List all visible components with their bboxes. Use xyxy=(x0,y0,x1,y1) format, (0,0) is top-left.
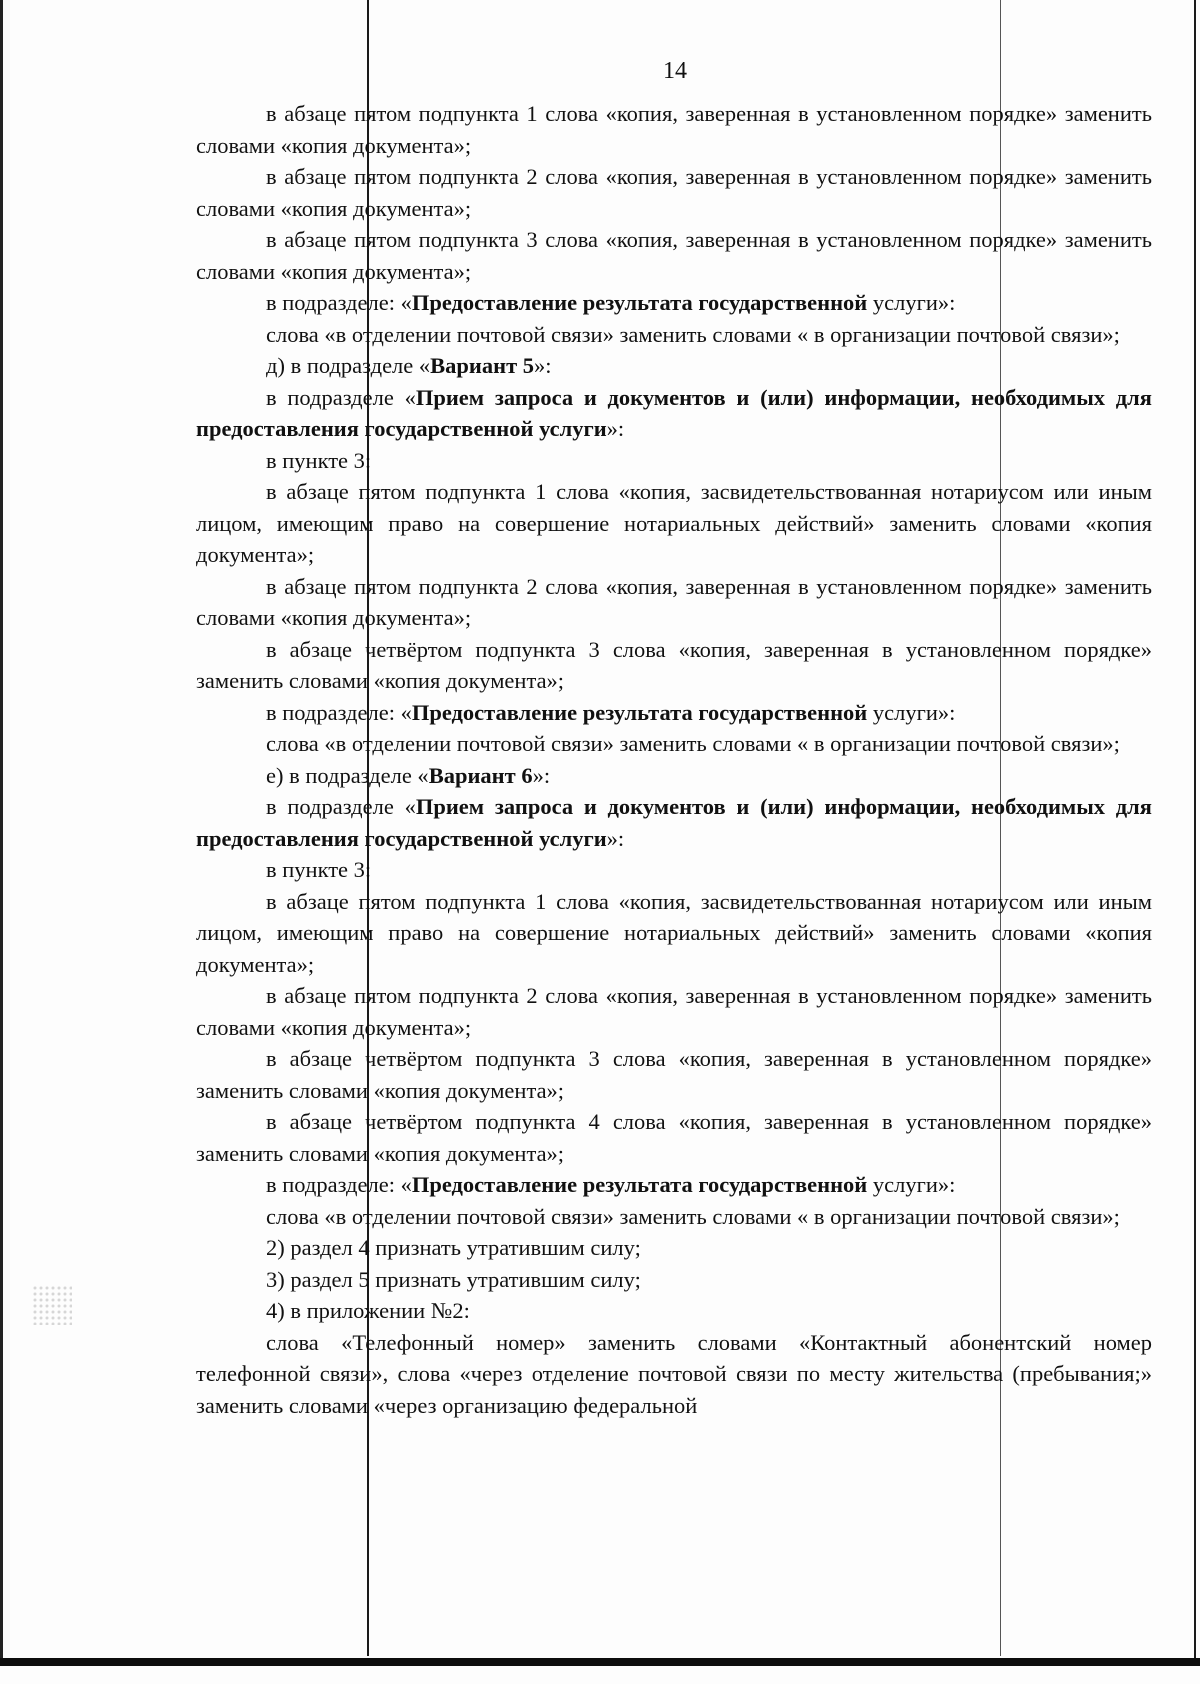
paragraph-text: в подразделе « xyxy=(266,794,416,819)
paragraph-p25: 4) в приложении №2: xyxy=(266,1298,470,1323)
paragraph-text: в подразделе « xyxy=(266,384,416,410)
bold-heading-text: Прием запроса и документов и (или) информации, необходимых для предоставления государственной услуги xyxy=(196,384,1152,441)
page-number: 14 xyxy=(663,58,687,84)
paragraph-p3: в абзаце пятом подпункта 3 слова «копия, заверенная в установленном порядке» заменить словами «копия документа»; xyxy=(196,227,1152,284)
paragraph-p12 xyxy=(196,697,1152,729)
paragraph-p10: в абзаце пятом подпункта 2 слова «копия, заверенная в установленном порядке» заменить словами «копия документа»; xyxy=(196,573,1152,630)
paragraph-p6 xyxy=(196,350,1152,382)
paragraph-text: д) в подразделе « xyxy=(266,353,431,378)
bold-heading-text: Предоставление результата государственной xyxy=(411,699,868,725)
paragraph-p5: слова «в отделении почтовой связи» заменить словами « в организации почтовой связи»; xyxy=(266,321,1120,347)
paragraph-text: в подразделе: « xyxy=(266,699,412,725)
paragraph-p20: в абзаце четвёртом подпункта 4 слова «копия, заверенная в установленном порядке» заменить словами «копия документа»; xyxy=(196,1109,1152,1166)
document-body xyxy=(196,98,1152,1421)
paragraph-p15 xyxy=(196,791,1152,854)
scan-bottom-border xyxy=(0,1658,1200,1666)
paragraph-text: в подразделе: « xyxy=(266,1172,412,1197)
paragraph-text: услуги»: xyxy=(867,290,956,315)
paragraph-p21 xyxy=(196,1169,1152,1201)
paragraph-text: услуги»: xyxy=(867,1172,956,1197)
paragraph-text: в подразделе: « xyxy=(266,290,412,315)
paragraph-p11: в абзаце четвёртом подпункта 3 слова «копия, заверенная в установленном порядке» заменить словами «копия документа»; xyxy=(196,636,1152,693)
paragraph-p8: в пункте 3: xyxy=(266,447,372,473)
paragraph-text: е) в подразделе « xyxy=(266,762,429,788)
paragraph-p4 xyxy=(196,287,1152,319)
scan-artifact-line xyxy=(1194,0,1196,1660)
bold-heading-text: Вариант 5 xyxy=(430,353,535,378)
paragraph-p1: в абзаце пятом подпункта 1 слова «копия, заверенная в установленном порядке» заменить словами «копия документа»; xyxy=(196,101,1152,158)
paragraph-p9: в абзаце пятом подпункта 1 слова «копия, засвидетельствованная нотариусом или иным лицом, имеющим право на совершение нотариальных действий» заменить словами «копия документа»; xyxy=(196,479,1152,567)
scan-left-edge xyxy=(0,0,3,1660)
paragraph-p17: в абзаце пятом подпункта 1 слова «копия, засвидетельствованная нотариусом или иным лицом, имеющим право на совершение нотариальных действий» заменить словами «копия документа»; xyxy=(196,888,1152,977)
paragraph-p13: слова «в отделении почтовой связи» заменить словами « в организации почтовой связи»; xyxy=(266,731,1120,756)
paragraph-text: »: xyxy=(532,762,551,788)
paragraph-p2: в абзаце пятом подпункта 2 слова «копия, заверенная в установленном порядке» заменить словами «копия документа»; xyxy=(196,164,1152,221)
paragraph-p16: в пункте 3: xyxy=(266,857,372,882)
paragraph-p7 xyxy=(196,382,1152,445)
paragraph-p19: в абзаце четвёртом подпункта 3 слова «копия, заверенная в установленном порядке» заменить словами «копия документа»; xyxy=(196,1046,1152,1103)
paragraph-p22: слова «в отделении почтовой связи» заменить словами « в организации почтовой связи»; xyxy=(266,1203,1120,1229)
paragraph-p24: 3) раздел 5 признать утратившим силу; xyxy=(266,1266,641,1292)
bold-heading-text: Прием запроса и документов и (или) информации, необходимых для предоставления государственной услуги xyxy=(196,794,1152,851)
paragraph-p14 xyxy=(196,760,1152,792)
paragraph-text: »: xyxy=(606,825,625,851)
bold-heading-text: Вариант 6 xyxy=(428,762,533,788)
bold-heading-text: Предоставление результата государственной xyxy=(411,1172,868,1197)
paragraph-text: »: xyxy=(606,416,625,441)
paragraph-p26: слова «Телефонный номер» заменить словами «Контактный абонентский номер телефонной связи», слова «через отделение почтовой связи по месту жительства (пребывания;» заменить словами «через организацию федеральной xyxy=(196,1329,1152,1418)
scan-speckle xyxy=(32,1285,72,1325)
paragraph-p18: в абзаце пятом подпункта 2 слова «копия, заверенная в установленном порядке» заменить словами «копия документа»; xyxy=(196,983,1152,1040)
paragraph-text: »: xyxy=(534,353,552,378)
paragraph-text: услуги»: xyxy=(867,699,956,725)
bold-heading-text: Предоставление результата государственной xyxy=(411,290,868,315)
paragraph-p23: 2) раздел 4 признать утратившим силу; xyxy=(266,1235,641,1260)
